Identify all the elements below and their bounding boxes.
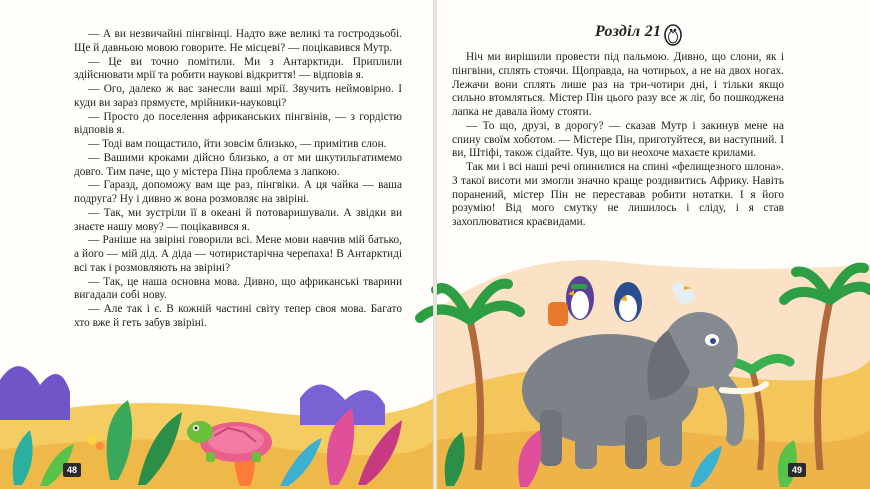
paragraph: — А ви незвичайні пінгвінці. Надто вже великі та гостродзьобі. Ще й давньою мовою говорите. Не місцеві? — поцікавився Мутр. [74,28,402,54]
chapter-title: Розділ 21 [595,23,662,40]
left-page-text [74,28,402,331]
page-number-right: 49 [788,463,806,477]
paragraph: — То що, друзі, в дорогу? — сказав Мутр і закинув мене на спину своїм хоботом. — Містере Пін, приготуйтеся, ви наступний. І ви, Штіфі, також сідайте. Чув, що ви неохоче махаєте крилами. [452,119,784,160]
paragraph: Ніч ми вирішили провести під пальмою. Дивно, що слони, як і пінгвіни, сплять стоячи. Щоправда, на чотирьох, а не на двох ногах. Лежачи вони сплять лише раз на три-чотири дні, і тільки якщо сильно втомляться. Містер Пін цього разу все ж ліг, бо пошкоджена лапка не давала йому стояти. [452,51,784,118]
paragraph: — Але так і є. В кожній частині світу тепер своя мова. Багато хто вже й геть забув звіріні. [74,303,402,329]
penguin-icon [662,20,684,46]
paragraph: — Раніше на звіріні говорили всі. Мене мови навчив мій батько, а його — мій дід. А діда — чотиристарічна черепаха! В Антарктиді всі так і розмовляють на звіріні? [74,234,402,274]
paragraph: — Тоді вам пощастило, йти зовсім близько, — примітив слон. [88,138,387,150]
right-page-text [452,51,784,230]
paragraph: — Ого, далеко ж вас занесли ваші мрії. Звучить неймовірно. І куди ви зараз прямуєте, мрійники-науковці? [74,83,402,109]
paragraph: — Так, це наша основна мова. Дивно, що африканські тварини вигадали собі нову. [74,275,402,302]
paragraph: — Це ви точно помітили. Ми з Антарктиди. Приплили здійснювати мрії та робити наукові відкриття! — відповів я. [74,55,402,82]
book-gutter [433,0,437,489]
paragraph: — Просто до поселення африканських пінгвінів, — з гордістю відповів я. [74,110,402,137]
page-number-left: 48 [63,463,81,477]
paragraph: Так ми і всі наші речі опинилися на спині «фелищезного шлона». З такої висоти ми змогли значно краще роздивитись Африку. Навіть поранений, містер Пін не переставав робити нотатки. І я його розумію! Від мого смутку не лишилось і сліду, і я став захоплюватися краєвидами. [452,161,784,228]
paragraph: — Гаразд, допоможу вам ще раз, пінгвіки. А ця чайка — ваша подруга? Ну і дивно ж вона розмовляє на звіріні. [74,179,402,205]
paragraph: — Вашими кроками дійсно близько, а от ми шкутильгатимемо довго. Тим паче, що у містера Піна проблема з лапкою. [74,151,402,178]
paragraph: — Так, ми зустріли її в океані й потоваришували. А звідки ви знаєте нашу мову? — поцікавився я. [74,206,402,233]
